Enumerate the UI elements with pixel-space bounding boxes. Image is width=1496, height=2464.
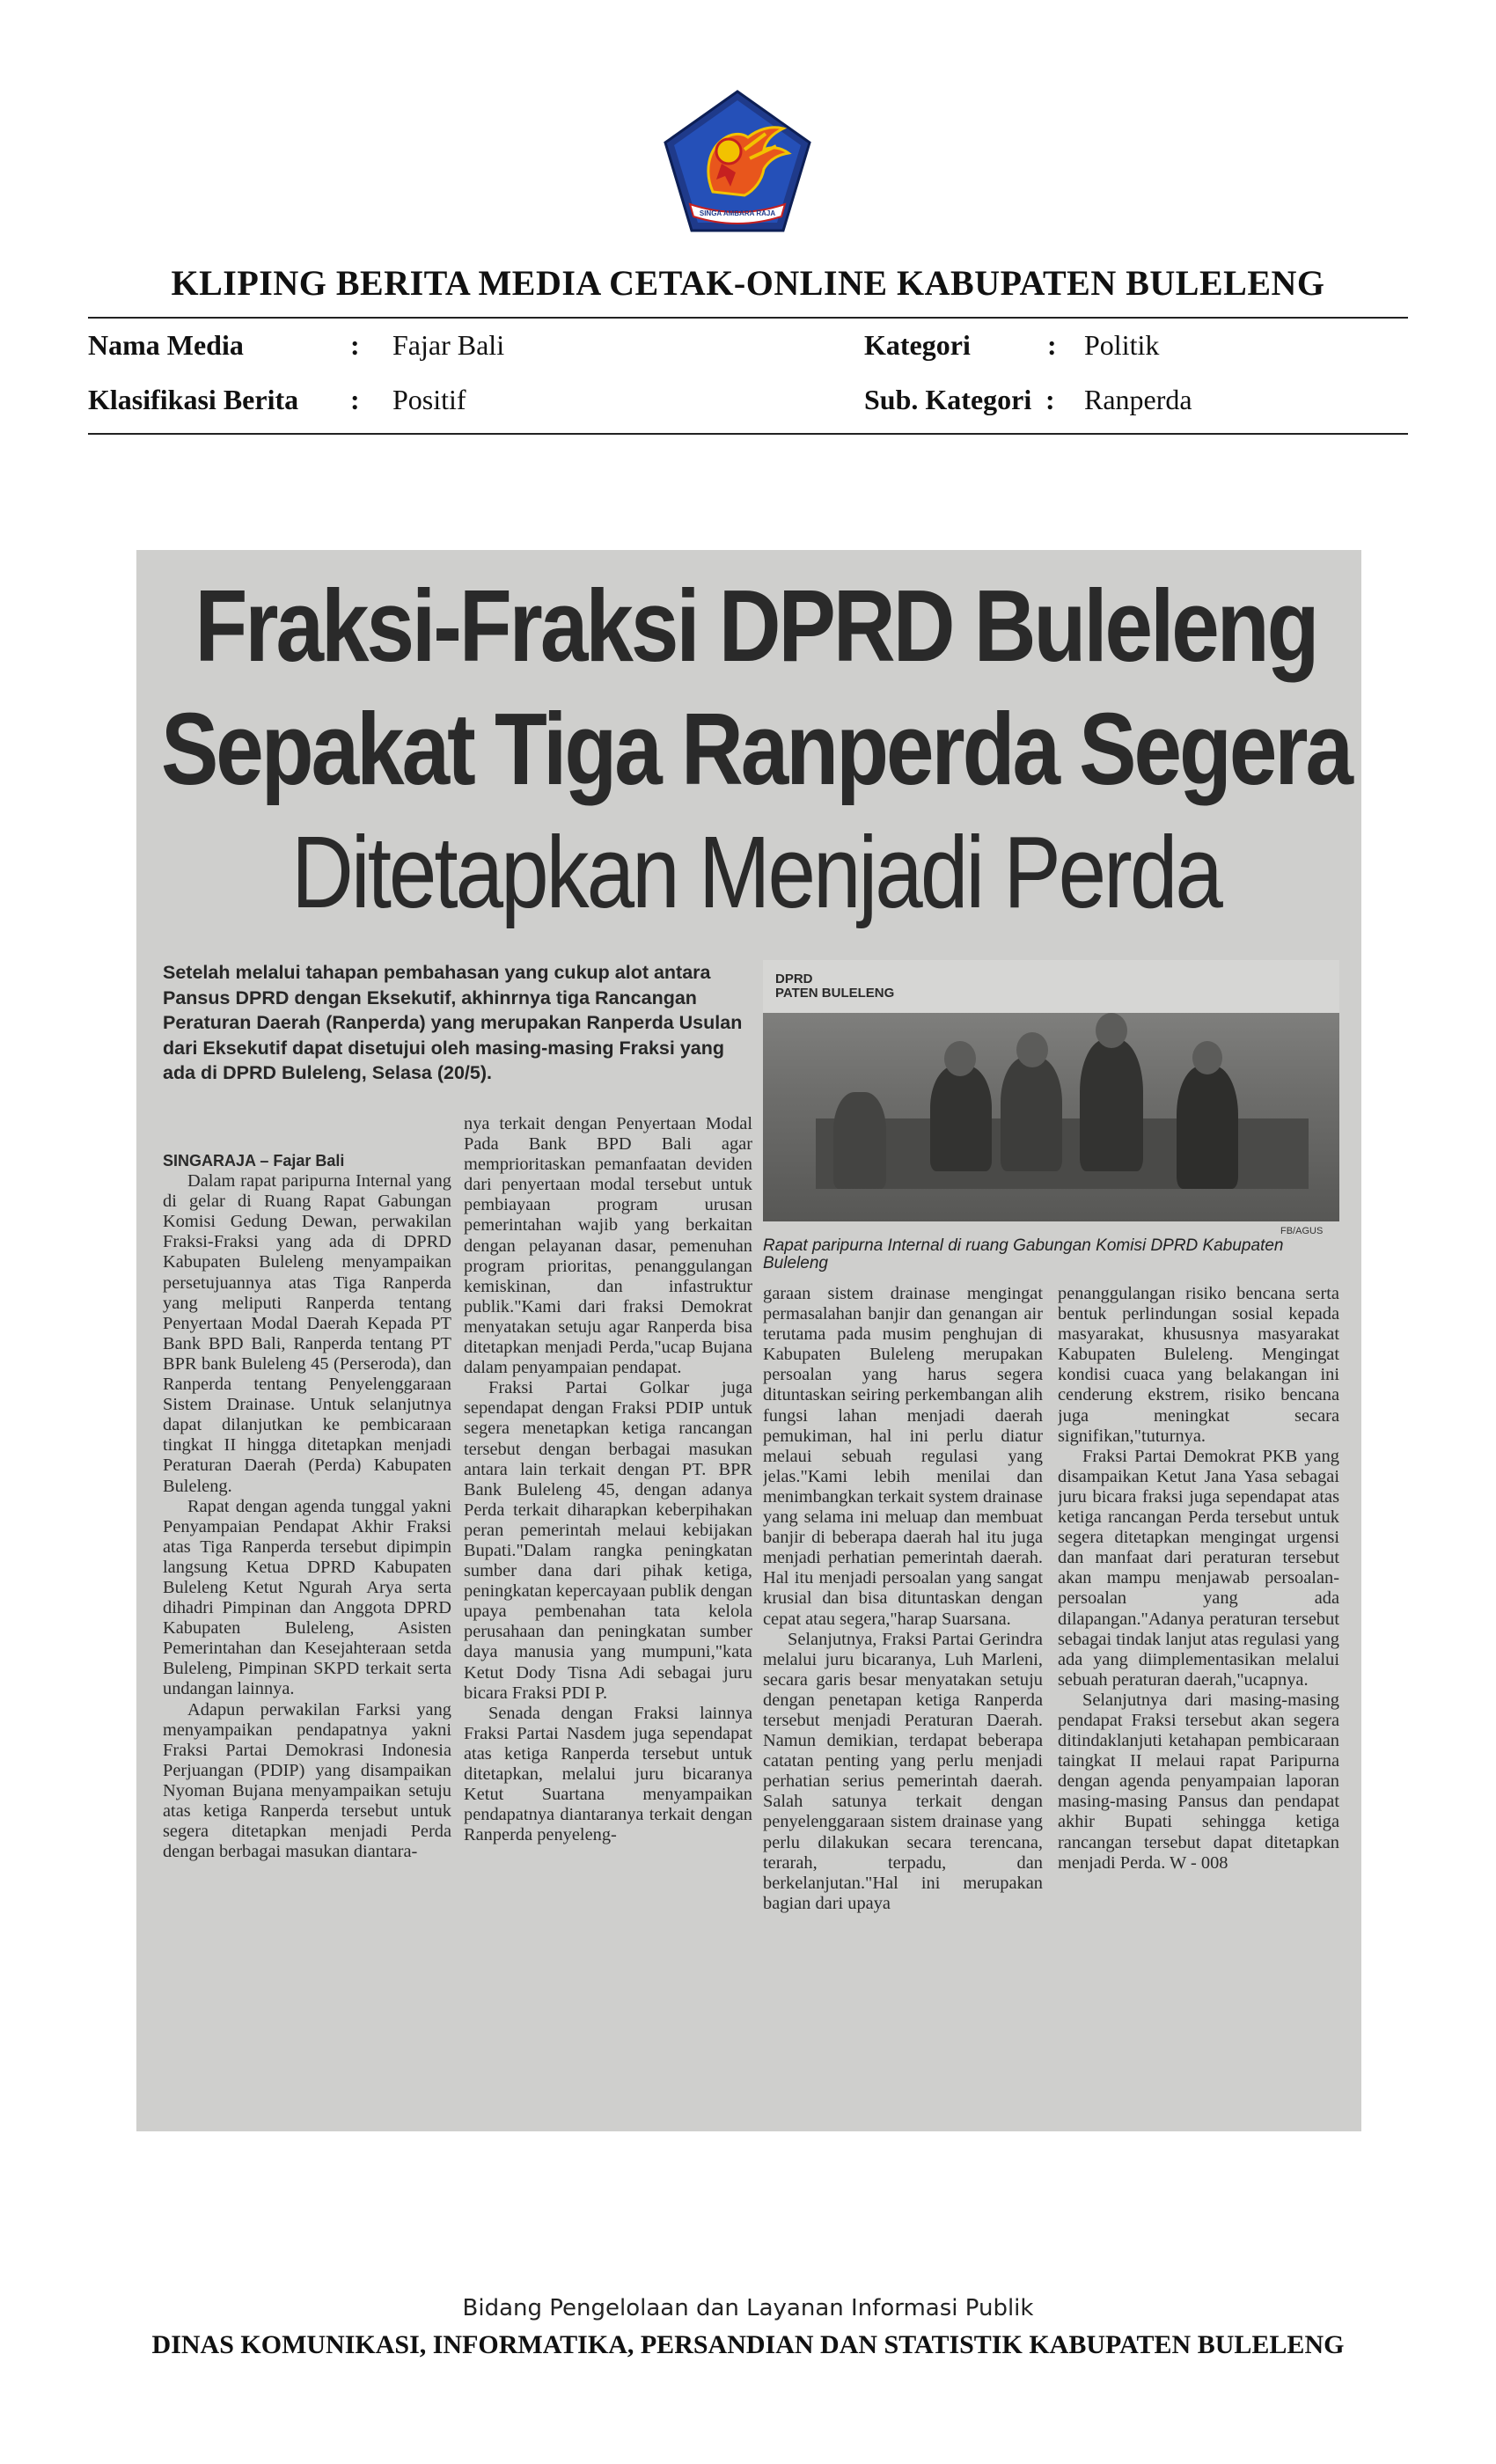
headline-line-1: Fraksi-Fraksi DPRD Buleleng xyxy=(194,568,1317,683)
paragraph: Selanjutnya, Fraksi Partai Gerindra melalui juru bicaranya, Luh Marleni, secara garis besar menyatakan setuju dengan penetapan ketiga Ranperda tersebut menjadi Peraturan Daerah. Namun demikian, terdapat beberapa catatan penting yang perlu menjadi perhatian serius pemerintah daerah. Salah satunya terkait dengan penyelenggaraan sistem drainase yang perlu dilakukan secara terencana, terarah, terpadu, dan berkelanjutan."Hal ini merupakan bagian dari upaya xyxy=(763,1629,1043,1913)
category-colon: : xyxy=(1047,329,1057,361)
paragraph: Fraksi Partai Golkar juga sependapat dengan Fraksi PDIP untuk segera menetapkan ketiga rancangan tersebut dengan berbagai masukan antara lain terkait dengan PT. BPR Bank Buleleng 45, dengan adanya Perda terkait diharapkan keberpihakan peran pemerintah melaui kebijakan Bupati."Dalam rangka peningkatan sumber dana dari pihak ketiga, peningkatan kepercayaan publik dengan upaya pembenahan tata kelola perusahaan dan peningkatan sumber daya manusia yang mumpuni,"kata Ketut Dody Tisna Adi sebagai juru bicara Fraksi PDI P. xyxy=(464,1378,752,1703)
subcategory-colon: : xyxy=(1045,384,1055,415)
paragraph: Fraksi Partai Demokrat PKB yang disampaikan Ketut Jana Yasa sebagai juru bicara fraksi juga sependapat atas ketiga rancangan Perda tersebut untuk segera ditetapkan mengingat urgensi dan manfaat dari peraturan tersebut akan mampu menjawab persoalan-persoalan yang ada dilapangan."Adanya peraturan tersebut sebagai tindak lanjut atas regulasi yang ada yang diimplementasikan melalui sebuah peraturan daerah,"ucapnya. xyxy=(1058,1446,1339,1690)
footer-division: Bidang Pengelolaan dan Layanan Informasi Publik xyxy=(462,2295,1034,2321)
emblem-motto: SINGA AMBARA RAJA xyxy=(699,209,776,217)
article-lead: Setelah melalui tahapan pembahasan yang cukup alot antara Pansus DPRD dengan Eksekutif, akhinrnya tiga Rancangan Peraturan Daerah (Ranperda) yang merupakan Ranperda Usulan dari Eksekutif dapat disetujui oleh masing-masing Fraksi yang ada di DPRD Buleleng, Selasa (20/5). xyxy=(163,962,743,1083)
media-colon: : xyxy=(350,329,360,361)
photo-sign xyxy=(775,972,894,1001)
photo-credit: FB/AGUS xyxy=(1280,1226,1324,1236)
dateline: SINGARAJA – Fajar Bali xyxy=(163,1152,345,1170)
paragraph: penanggulangan risiko bencana serta bentuk perlindungan sosial kepada masyarakat, khususnya masyarakat Kabupaten Buleleng. Mengingat kondisi cuaca yang belakangan ini cenderung ekstrem, risiko bencana juga meningkat secara signifikan,"tuturnya. xyxy=(1058,1284,1339,1446)
media-value: Fajar Bali xyxy=(392,329,505,361)
newspaper-clipping xyxy=(136,550,1361,2131)
article-column-4 xyxy=(1058,1284,1339,2116)
paragraph: Dalam rapat paripurna Internal yang di gelar di Ruang Rapat Gabungan Komisi Gedung Dewan, perwakilan Fraksi-Fraksi yang ada di DPRD Kabupaten Buleleng menyampaikan persetujuannya atas Tiga Ranperda yang meliputi Ranperda tentang Penyertaan Modal Daerah Kepada PT Bank BPD Bali, Ranperda tentang PT BPR bank Buleleng 45 (Perseroda), dan Ranperda tentang Penyelenggaraan Sistem Drainase. Untuk selanjutnya dapat dilanjutkan ke pembicaraan tingkat II hingga ditetapkan menjadi Peraturan Daerah (Perda) Kabupaten Buleleng. xyxy=(163,1171,451,1496)
classification-colon: : xyxy=(350,384,360,415)
photo-sign-line-1: DPRD xyxy=(775,972,813,986)
photo-sign-line-2: PATEN BULELENG xyxy=(775,986,895,1001)
paragraph: garaan sistem drainase mengingat permasalahan banjir dan genangan air terutama pada musim penghujan di Kabupaten Buleleng merupakan persoalan yang harus segera dituntaskan seiring perkembangan alih fungsi lahan menjadi daerah pemukiman, hal ini perlu diatur melaui sebuah regulasi yang jelas."Kami lebih menilai dan menimbangkan terkait system drainase yang selama ini meluap dan membuat banjir di beberapa daerah hal itu juga menjadi perhatian pemerintah daerah. Hal itu menjadi persoalan yang sangat krusial dan bisa dituntaskan dengan cepat atau segera,"harap Suarsana. xyxy=(763,1284,1043,1629)
article-column-2 xyxy=(464,1114,752,2117)
article-column-1 xyxy=(163,1151,451,2119)
classification-value: Positif xyxy=(392,384,466,415)
category-label: Kategori xyxy=(864,329,971,361)
paragraph: nya terkait dengan Penyertaan Modal Pada Bank BPD Bali agar memprioritaskan pemanfaatan deviden dari penyertaan modal tersebut untuk pembiayaan program urusan pemerintahan wajib yang berkaitan dengan pelayanan dasar, pemenuhan program prioritas, penanggulangan kemiskinan, dan infastruktur publik."Kami dari fraksi Demokrat menyatakan setuju agar Ranperda bisa ditetapkan menjadi Perda,"ucap Bujana dalam penyampaian pendapat. xyxy=(464,1114,752,1378)
subcategory-value: Ranperda xyxy=(1084,384,1192,415)
photo-caption: Rapat paripurna Internal di ruang Gabungan Komisi DPRD Kabupaten Buleleng xyxy=(763,1236,1284,1272)
top-divider xyxy=(88,317,1408,319)
paragraph: Selanjutnya dari masing-masing pendapat Fraksi tersebut akan segera ditindaklanjuti ketahapan pembicaraan taingkat II melaui rapat Paripurna dengan agenda penyampaian laporan masing-masing Pansus dan pendapat akhir Bupati sehingga ketiga rancangan tersebut dapat ditetapkan menjadi Perda. W - 008 xyxy=(1058,1690,1339,1873)
paragraph: Rapat dengan agenda tunggal yakni Penyampaian Pendapat Akhir Fraksi atas Tiga Ranperda tersebut dipimpin langsung Ketua DPRD Kabupaten Buleleng Ketut Ngurah Arya serta dihadri Pimpinan dan Anggota DPRD Kabupaten Buleleng, Asisten Pemerintahan dan Kesejahteraan setda Buleleng, Pimpinan SKPD terkait serta undangan lainnya. xyxy=(163,1496,451,1699)
meta-divider xyxy=(88,433,1408,435)
footer-agency: DINAS KOMUNIKASI, INFORMATIKA, PERSANDIAN DAN STATISTIK KABUPATEN BULELENG xyxy=(151,2330,1345,2359)
classification-label: Klasifikasi Berita xyxy=(88,384,299,415)
buleleng-emblem-logo xyxy=(660,88,815,236)
headline-line-2: Sepakat Tiga Ranperda Segera xyxy=(160,692,1352,806)
category-value: Politik xyxy=(1084,329,1160,361)
paragraph: Adapun perwakilan Farksi yang menyampaikan pendapatnya yakni Fraksi Partai Demokrasi Indonesia Perjuangan (PDIP) yang disampaikan Nyoman Bujana menyampaikan setuju atas ketiga Ranperda tersebut untuk segera ditetapkan menjadi Perda dengan berbagai masukan diantara- xyxy=(163,1699,451,1862)
subcategory-label: Sub. Kategori xyxy=(864,384,1032,415)
paragraph: Senada dengan Fraksi lainnya Fraksi Partai Nasdem juga sependapat atas ketiga Ranperda tersebut untuk ditetapkan, melalui juru bicaranya Ketut Suartana menyampaikan pendapatnya diantaranya terkait dengan Ranperda penyeleng- xyxy=(464,1703,752,1845)
article-photo xyxy=(763,960,1339,1221)
media-label: Nama Media xyxy=(88,329,244,361)
article-column-3 xyxy=(763,1284,1043,2116)
document-title: KLIPING BERITA MEDIA CETAK-ONLINE KABUPATEN BULELENG xyxy=(171,263,1325,303)
headline-line-3: Ditetapkan Menjadi Perda xyxy=(291,815,1221,929)
